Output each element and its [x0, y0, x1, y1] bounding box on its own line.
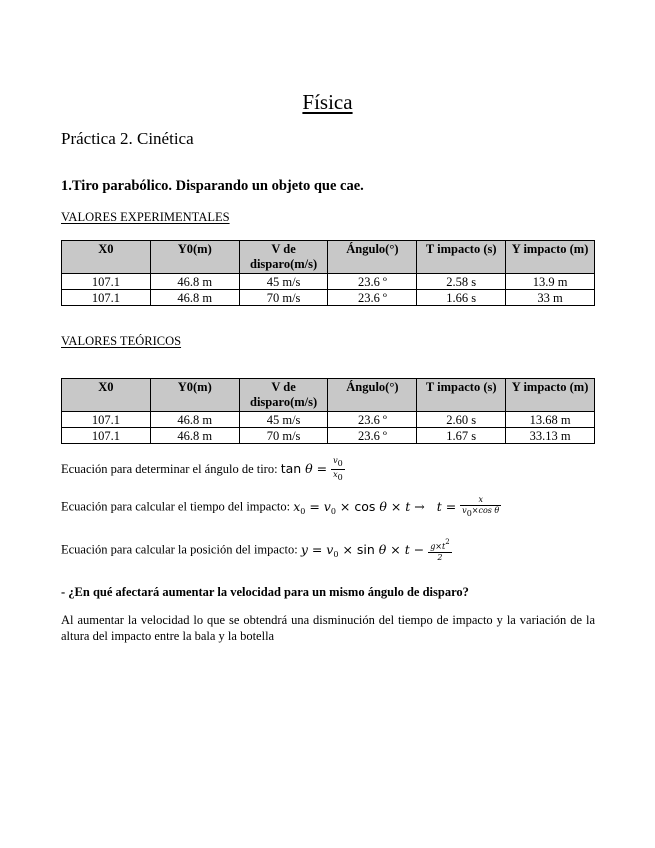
- table-header-row: [62, 241, 595, 274]
- position-equation-line: [61, 537, 452, 563]
- table-cell: 107.1: [62, 412, 151, 428]
- header-y0: Y0(m): [150, 241, 239, 274]
- experimental-values-label: VALORES EXPERIMENTALES: [61, 210, 230, 224]
- header-impact-y: Y impacto (m): [506, 241, 595, 274]
- time-equation-line: [61, 495, 501, 519]
- table-cell: 13.68 m: [506, 412, 595, 428]
- table-cell: 46.8 m: [150, 290, 239, 306]
- time-equation-text: Ecuación para calcular el tiempo del impacto:: [61, 499, 291, 514]
- time-formula: $x_0 = v_0 \times \cos \theta \times t \to t$ = $\frac{x}{\text{v0×cos θ}}$: [293, 495, 500, 518]
- table-header-row: [62, 379, 595, 412]
- angle-equation-line: [61, 456, 345, 483]
- table-cell: 45 m/s: [239, 412, 328, 428]
- table-cell: 13.9 m: [506, 274, 595, 290]
- theoretical-values-table: [61, 378, 595, 444]
- table-cell: 107.1: [62, 274, 151, 290]
- section-heading: 1.Tiro parabólico. Disparando un objeto que cae.: [61, 178, 364, 194]
- table-cell: 70 m/s: [239, 428, 328, 444]
- table-cell: 1.66 s: [417, 290, 506, 306]
- header-y0: Y0(m): [150, 379, 239, 412]
- table-cell: 2.60 s: [417, 412, 506, 428]
- table-cell: 70 m/s: [239, 290, 328, 306]
- table-cell: 45 m/s: [239, 274, 328, 290]
- header-impact-time: T impacto (s): [417, 379, 506, 412]
- header-velocity: V de disparo(m/s): [239, 379, 328, 412]
- table-cell: 1.67 s: [417, 428, 506, 444]
- header-angle: Ángulo(°): [328, 241, 417, 274]
- table-cell: 46.8 m: [150, 428, 239, 444]
- document-subtitle: Práctica 2. Cinética: [61, 129, 194, 148]
- header-impact-time: T impacto (s): [417, 241, 506, 274]
- position-formula: $y = v_0 \times \sin \theta \times t$ − $\frac{g\times t2}{2}$: [300, 538, 450, 562]
- header-x0: X0: [62, 379, 151, 412]
- answer-paragraph: Al aumentar la velocidad lo que se obtendrá una disminución del tiempo de impacto y la variación de la altura del impacto entre la bala y la botella: [61, 613, 595, 643]
- table-cell: 23.6 º: [328, 412, 417, 428]
- table-cell: 23.6 º: [328, 428, 417, 444]
- document-title: Física: [302, 90, 353, 114]
- table-cell: 33.13 m: [506, 428, 595, 444]
- table-cell: 23.6 º: [328, 290, 417, 306]
- angle-formula: tan θ = $\frac{v0}{x0}$: [280, 456, 343, 482]
- table-row: [62, 290, 595, 306]
- header-velocity: V de disparo(m/s): [239, 241, 328, 274]
- header-x0: X0: [62, 241, 151, 274]
- position-equation-text: Ecuación para calcular la posición del impacto:: [61, 542, 298, 557]
- table-cell: 33 m: [506, 290, 595, 306]
- table-cell: 107.1: [62, 428, 151, 444]
- table-row: [62, 428, 595, 444]
- table-row: [62, 412, 595, 428]
- table-cell: 46.8 m: [150, 274, 239, 290]
- theoretical-values-label: VALORES TEÓRICOS: [61, 334, 182, 348]
- experimental-values-table: [61, 240, 595, 306]
- header-angle: Ángulo(°): [328, 379, 417, 412]
- table-cell: 107.1: [62, 290, 151, 306]
- table-cell: 46.8 m: [150, 412, 239, 428]
- angle-equation-text: Ecuación para determinar el ángulo de tiro:: [61, 462, 278, 476]
- table-cell: 2.58 s: [417, 274, 506, 290]
- header-impact-y: Y impacto (m): [506, 379, 595, 412]
- question-text: - ¿En qué afectará aumentar la velocidad para un mismo ángulo de disparo?: [61, 585, 469, 599]
- table-row: [62, 274, 595, 290]
- table-cell: 23.6 º: [328, 274, 417, 290]
